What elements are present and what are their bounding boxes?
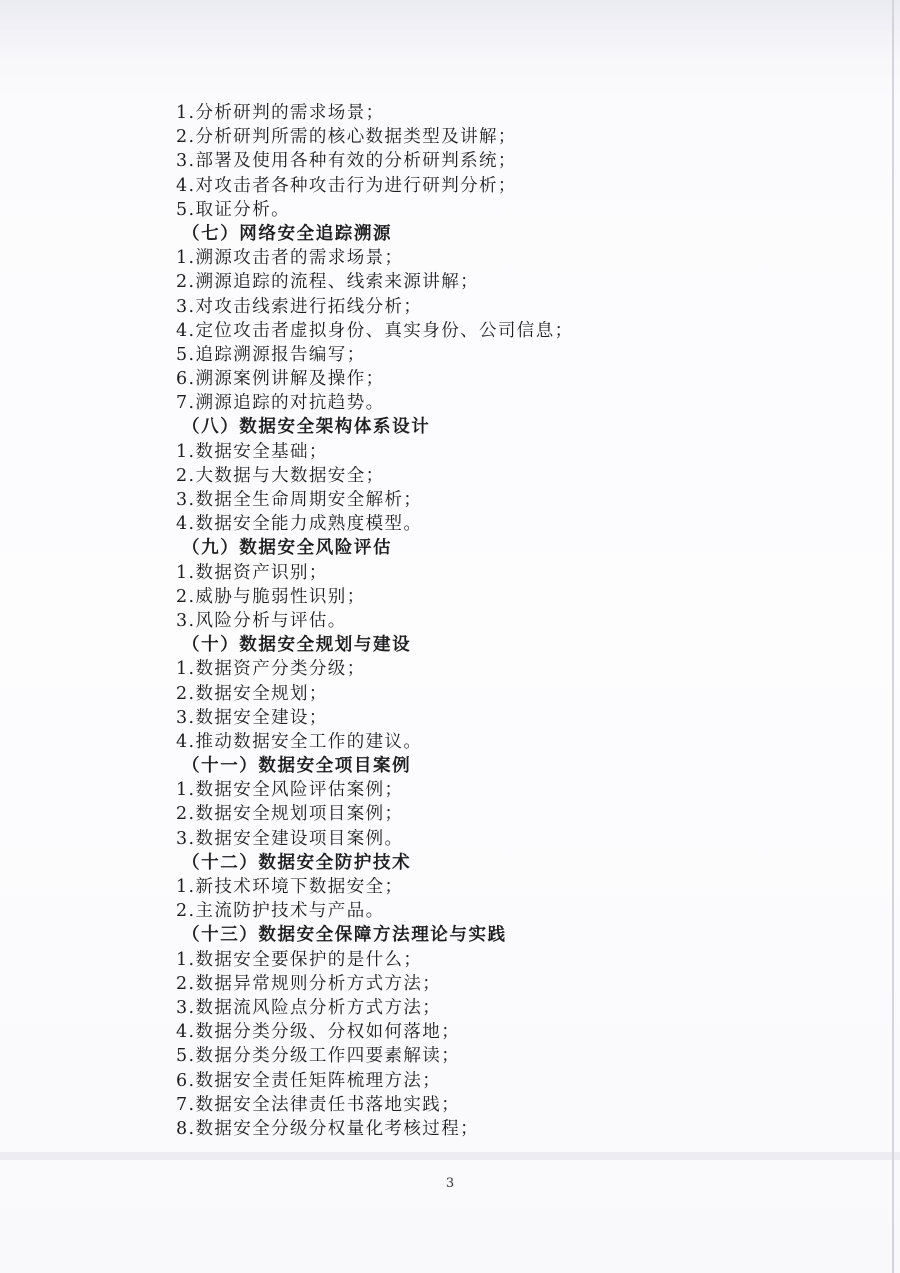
list-item: 1.分析研判的需求场景；	[176, 103, 385, 123]
list-item: 5.取证分析。	[176, 199, 290, 220]
list-item: 2.分析研判所需的核心数据类型及讲解；	[176, 127, 517, 148]
section-heading: （八）数据安全架构体系设计	[182, 417, 431, 438]
section-heading: （七）网络安全追踪溯源	[182, 223, 393, 244]
list-item: 3.数据安全建设；	[176, 707, 328, 728]
list-item: 5.追踪溯源报告编写；	[176, 344, 366, 365]
list-item: 2.溯源追踪的流程、线索来源讲解；	[176, 272, 479, 293]
list-item: 7.溯源追踪的对抗趋势。	[176, 393, 385, 414]
list-item: 1.数据资产识别；	[176, 562, 328, 583]
section-heading: （九）数据安全风险评估	[182, 538, 393, 559]
list-item: 8.数据安全分级分权量化考核过程；	[176, 1118, 479, 1139]
section-heading: （十一）数据安全项目案例	[182, 756, 412, 777]
list-item: 1.数据安全要保护的是什么；	[176, 949, 423, 970]
list-item: 3.数据流风险点分析方式方法；	[176, 997, 442, 1018]
list-item: 6.数据安全责任矩阵梳理方法；	[176, 1070, 442, 1091]
scan-shading-top	[0, 0, 900, 90]
list-item: 2.威胁与脆弱性识别；	[176, 586, 366, 607]
list-item: 4.定位攻击者虚拟身份、真实身份、公司信息；	[176, 320, 574, 341]
section-heading: （十二）数据安全防护技术	[182, 852, 412, 873]
list-item: 1.数据安全风险评估案例；	[176, 780, 404, 801]
document-body	[176, 101, 856, 1141]
list-item: 6.溯源案例讲解及操作；	[176, 369, 385, 390]
list-item: 2.大数据与大数据安全；	[176, 465, 385, 486]
list-item: 2.数据安全规划；	[176, 683, 328, 704]
list-item: 3.对攻击线索进行拓线分析；	[176, 296, 423, 317]
list-item: 5.数据分类分级工作四要素解读；	[176, 1046, 461, 1067]
list-item: 4.推动数据安全工作的建议。	[176, 731, 423, 752]
list-item: 1.溯源攻击者的需求场景；	[176, 248, 404, 269]
list-item: 2.数据异常规则分析方式方法；	[176, 973, 442, 994]
section-heading: （十）数据安全规划与建设	[182, 635, 412, 656]
list-item: 4.对攻击者各种攻击行为进行研判分析；	[176, 175, 517, 196]
list-item: 2.主流防护技术与产品。	[176, 901, 385, 922]
section-heading: （十三）数据安全保障方法理论与实践	[182, 925, 507, 946]
list-item: 1.新技术环境下数据安全；	[176, 877, 404, 897]
list-item: 4.数据分类分级、分权如何落地；	[176, 1022, 461, 1043]
list-item: 3.数据安全建设项目案例。	[176, 828, 404, 849]
scan-shading-bottom	[0, 1152, 900, 1160]
list-item: 4.数据安全能力成熟度模型。	[176, 514, 423, 535]
list-item: 3.数据全生命周期安全解析；	[176, 490, 423, 510]
list-item: 7.数据安全法律责任书落地实践；	[176, 1094, 461, 1115]
list-item: 1.数据安全基础；	[176, 441, 328, 462]
list-item: 3.风险分析与评估。	[176, 610, 347, 631]
page-number: 3	[445, 1176, 455, 1191]
list-item: 3.部署及使用各种有效的分析研判系统；	[176, 151, 517, 172]
list-item: 2.数据安全规划项目案例；	[176, 804, 404, 825]
scan-edge-line	[892, 0, 894, 1273]
list-item: 1.数据资产分类分级；	[176, 659, 366, 680]
